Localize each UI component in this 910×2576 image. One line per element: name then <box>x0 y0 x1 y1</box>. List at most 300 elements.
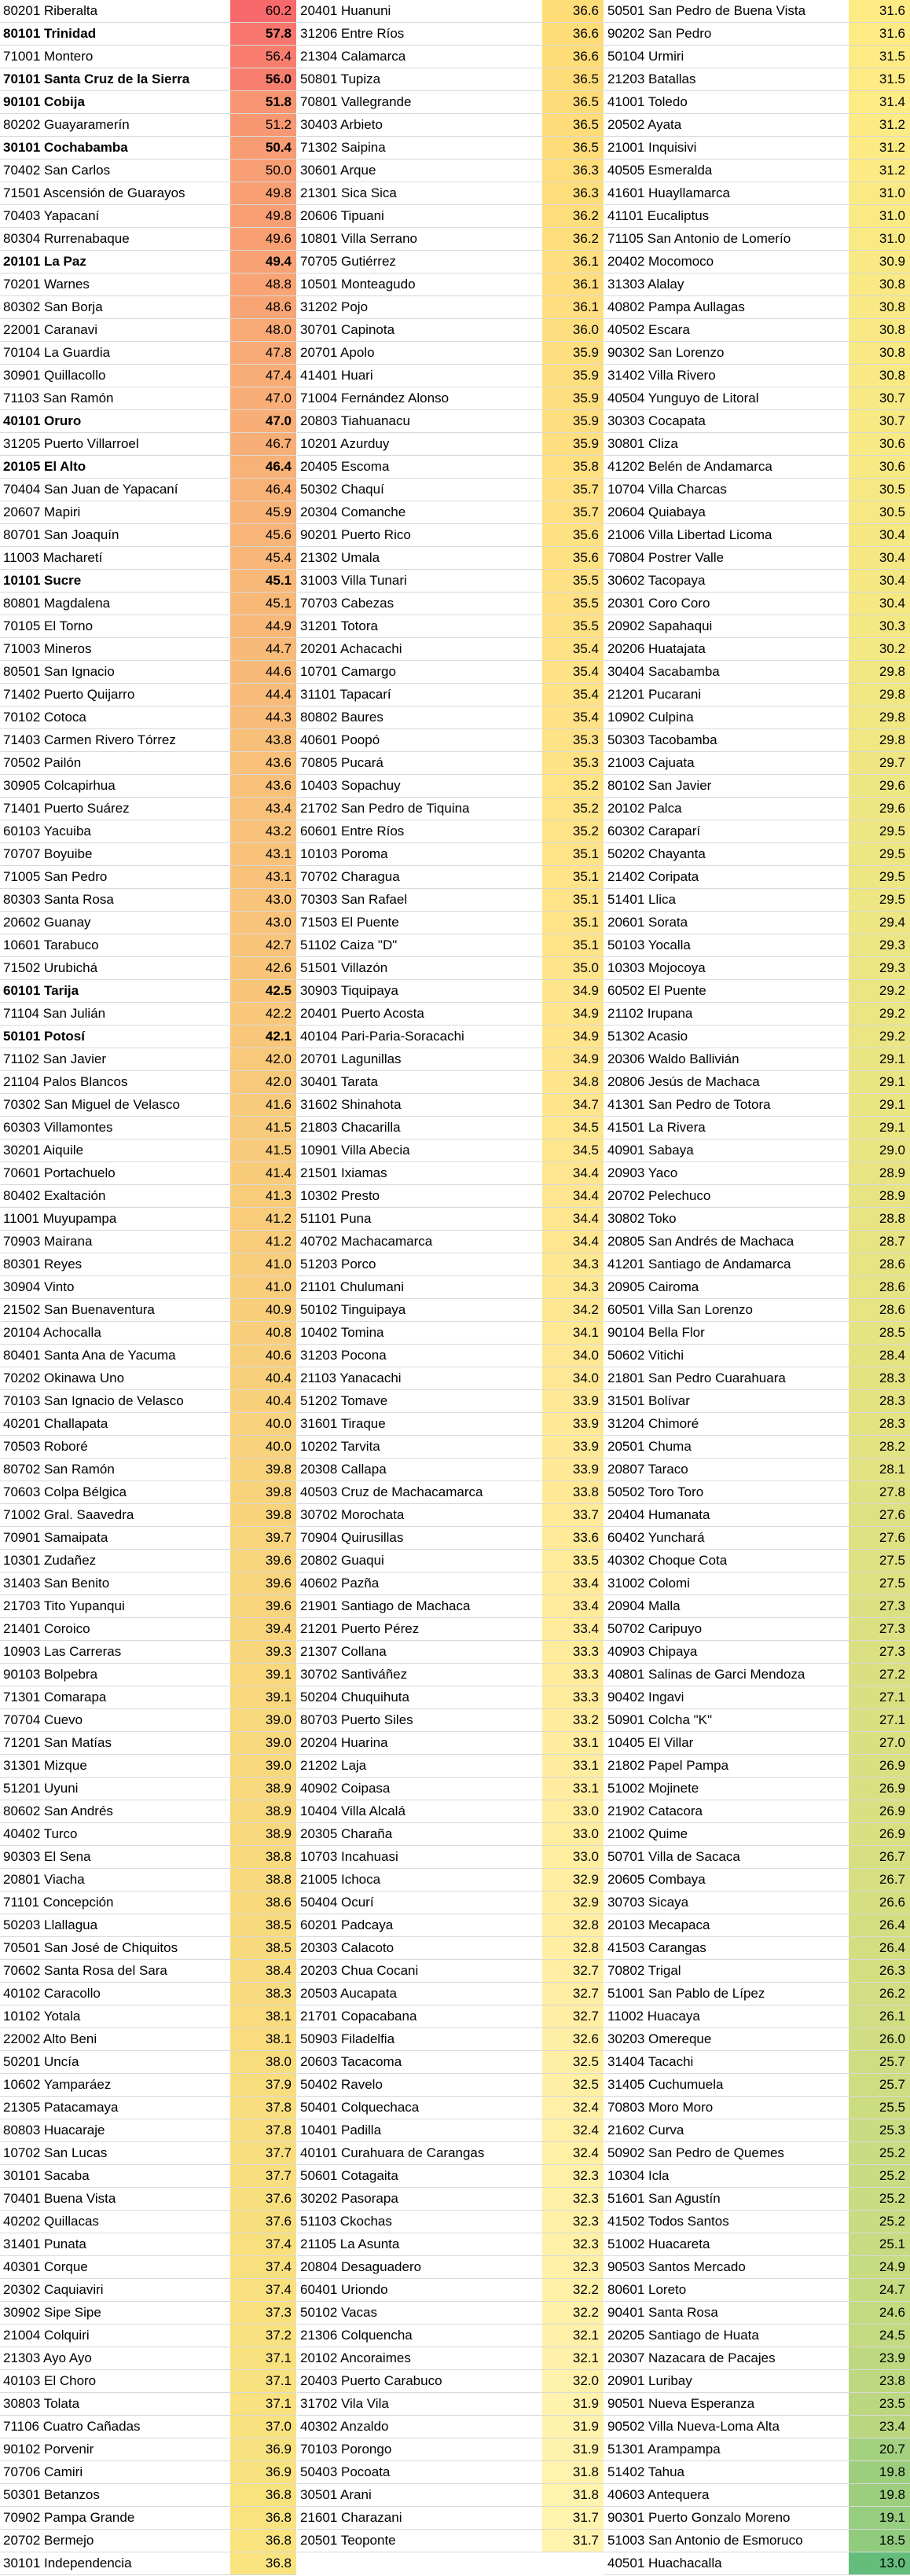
value-cell: 13.0 <box>849 2552 910 2574</box>
municipality-name: 41503 Carangas <box>607 1940 706 1955</box>
table-row <box>297 1390 604 1413</box>
municipality-name: 20905 Cairoma <box>607 1279 699 1294</box>
table-row <box>297 46 604 68</box>
municipality-name: 10201 Azurduy <box>300 436 390 451</box>
municipality-name: 30501 Arani <box>300 2487 372 2502</box>
municipality-name: 51402 Tahua <box>607 2464 685 2479</box>
value-cell: 31.0 <box>849 228 910 250</box>
table-row <box>604 980 910 1003</box>
municipality-name: 80402 Exaltación <box>3 1188 106 1203</box>
value-cell: 39.0 <box>230 1755 296 1777</box>
municipality-name: 31203 Pocona <box>300 1348 387 1363</box>
municipality-name: 70901 Samaipata <box>3 1530 108 1545</box>
table-row <box>0 137 296 160</box>
value-cell: 29.1 <box>849 1094 910 1116</box>
municipality-name: 70904 Quirusillas <box>300 1530 404 1545</box>
table-row <box>0 410 296 433</box>
table-row <box>297 1732 604 1755</box>
municipality-name: 20305 Charaña <box>300 1826 393 1841</box>
municipality-name: 20401 Huanuni <box>300 3 391 18</box>
value-cell: 28.8 <box>849 1208 910 1230</box>
table-row <box>604 0 910 23</box>
municipality-name: 31204 Chimoré <box>607 1416 699 1431</box>
value-cell: 32.8 <box>542 1914 604 1936</box>
municipality-name: 50302 Chaquí <box>300 482 384 497</box>
table-row <box>297 2165 604 2188</box>
municipality-name: 31101 Tapacarí <box>300 687 391 702</box>
table-row <box>0 1322 296 1345</box>
value-cell: 25.2 <box>849 2188 910 2210</box>
municipality-name: 90101 Cobija <box>3 94 85 109</box>
value-cell: 36.2 <box>542 205 604 227</box>
table-row <box>0 2211 296 2233</box>
table-row <box>0 1572 296 1595</box>
value-cell: 24.5 <box>849 2325 910 2347</box>
table-row <box>297 775 604 798</box>
value-cell: 51.2 <box>230 114 296 136</box>
municipality-name: 21006 Villa Libertad Licoma <box>607 527 772 542</box>
value-cell: 29.3 <box>849 957 910 979</box>
table-row <box>604 775 910 798</box>
value-cell: 33.1 <box>542 1755 604 1777</box>
table-row <box>0 2325 296 2347</box>
municipality-name: 80303 Santa Rosa <box>3 892 114 907</box>
municipality-name: 40104 Pari-Paria-Soracachi <box>300 1029 464 1044</box>
municipality-name: 10101 Sucre <box>3 573 82 588</box>
value-cell: 24.6 <box>849 2302 910 2324</box>
municipality-name: 30303 Cocapata <box>607 413 706 428</box>
municipality-name: 40504 Yunguyo de Litoral <box>607 391 759 405</box>
table-row <box>604 934 910 957</box>
value-cell: 23.8 <box>849 2370 910 2392</box>
value-cell: 31.4 <box>849 91 910 113</box>
table-row <box>297 1208 604 1231</box>
table-row <box>604 68 910 91</box>
table-row <box>0 0 296 23</box>
value-cell: 26.6 <box>849 1892 910 1914</box>
municipality-name: 90301 Puerto Gonzalo Moreno <box>607 2510 791 2525</box>
table-row <box>604 2188 910 2211</box>
municipality-name: 30101 Cochabamba <box>3 140 128 155</box>
value-cell: 33.0 <box>542 1823 604 1845</box>
value-cell: 37.8 <box>230 2119 296 2141</box>
municipality-name: 31206 Entre Ríos <box>300 26 405 41</box>
municipality-name: 40702 Machacamarca <box>300 1234 433 1249</box>
municipality-name: 41301 San Pedro de Totora <box>607 1097 771 1112</box>
municipality-name: 70601 Portachuelo <box>3 1165 116 1180</box>
table-row <box>297 1299 604 1322</box>
value-cell: 41.0 <box>230 1276 296 1298</box>
value-cell: 28.9 <box>849 1185 910 1207</box>
municipality-name: 60502 El Puente <box>607 983 706 998</box>
municipality-name: 70803 Moro Moro <box>607 2100 714 2115</box>
municipality-name: 50601 Cotagaita <box>300 2168 398 2183</box>
value-cell: 27.1 <box>849 1709 910 1731</box>
table-row <box>297 1003 604 1026</box>
table-row <box>0 296 296 319</box>
value-cell: 27.3 <box>849 1595 910 1617</box>
value-cell: 27.8 <box>849 1481 910 1503</box>
value-cell: 34.9 <box>542 1003 604 1025</box>
municipality-name: 70202 Okinawa Uno <box>3 1371 125 1385</box>
value-cell: 43.6 <box>230 775 296 797</box>
municipality-name: 31301 Mizque <box>3 1758 87 1773</box>
value-cell: 25.2 <box>849 2165 910 2187</box>
table-row <box>604 1686 910 1709</box>
value-cell: 35.9 <box>542 433 604 455</box>
table-row <box>604 2530 910 2552</box>
value-cell: 37.6 <box>230 2211 296 2233</box>
municipality-name: 21307 Collana <box>300 1644 387 1659</box>
table-row <box>604 23 910 46</box>
value-cell: 39.1 <box>230 1664 296 1686</box>
table-row <box>297 342 604 365</box>
table-row <box>604 433 910 456</box>
table-row <box>604 1846 910 1869</box>
value-cell: 28.1 <box>849 1459 910 1481</box>
table-row <box>0 456 296 479</box>
table-row <box>0 547 296 570</box>
value-cell: 35.2 <box>542 820 604 842</box>
municipality-name: 20806 Jesús de Machaca <box>607 1074 760 1089</box>
table-row <box>297 0 604 23</box>
table-row <box>604 205 910 228</box>
value-cell: 38.0 <box>230 2051 296 2073</box>
table-row <box>604 1709 910 1732</box>
municipality-name: 70707 Boyuibe <box>3 846 93 861</box>
table-row <box>0 1755 296 1778</box>
table-row <box>297 1367 604 1390</box>
table-row <box>297 1139 604 1162</box>
table-row <box>604 1595 910 1618</box>
value-cell: 34.4 <box>542 1208 604 1230</box>
value-cell: 39.8 <box>230 1481 296 1503</box>
municipality-name: 31404 Tacachi <box>607 2054 694 2069</box>
value-cell: 41.2 <box>230 1231 296 1253</box>
table-row <box>0 2347 296 2370</box>
table-row <box>0 1960 296 1983</box>
municipality-name: 30902 Sipe Sipe <box>3 2305 101 2320</box>
municipality-name: 51501 Villazón <box>300 960 388 975</box>
municipality-name: 20101 La Paz <box>3 254 86 269</box>
table-row <box>0 46 296 68</box>
municipality-name: 31303 Alalay <box>607 277 684 292</box>
value-cell: 34.8 <box>542 1071 604 1093</box>
table-row <box>297 1162 604 1185</box>
municipality-name: 71201 San Matías <box>3 1735 112 1750</box>
municipality-name: 20403 Puerto Carabuco <box>300 2373 442 2388</box>
municipality-name: 20105 El Alto <box>3 459 86 474</box>
value-cell: 31.8 <box>542 2461 604 2483</box>
municipality-name: 70501 San José de Chiquitos <box>3 1940 178 1955</box>
table-row <box>0 2233 296 2256</box>
municipality-name: 21602 Curva <box>607 2123 684 2137</box>
municipality-name: 20501 Chuma <box>607 1439 692 1454</box>
table-row <box>0 2416 296 2438</box>
municipality-name: 51002 Mojinete <box>607 1781 699 1796</box>
municipality-name: 31501 Bolívar <box>607 1393 690 1408</box>
value-cell: 38.4 <box>230 1960 296 1982</box>
value-cell: 20.7 <box>849 2438 910 2460</box>
municipality-name: 80803 Huacaraje <box>3 2123 105 2137</box>
value-cell: 25.3 <box>849 2119 910 2141</box>
municipality-name: 51202 Tomave <box>300 1393 388 1408</box>
municipality-name: 20102 Ancoraimes <box>300 2350 411 2365</box>
municipality-name: 21702 San Pedro de Tiquina <box>300 801 470 816</box>
value-cell: 32.3 <box>542 2211 604 2233</box>
table-row <box>0 775 296 798</box>
value-cell: 32.0 <box>542 2370 604 2392</box>
value-cell: 37.0 <box>230 2416 296 2438</box>
table-row <box>0 1664 296 1686</box>
municipality-name: 20501 Teoponte <box>300 2533 396 2548</box>
municipality-name: 10701 Camargo <box>300 664 396 679</box>
municipality-name: 21902 Catacora <box>607 1804 703 1818</box>
table-row <box>604 137 910 160</box>
table-row <box>297 1026 604 1048</box>
value-cell: 34.9 <box>542 1026 604 1048</box>
municipality-name: 20205 Santiago de Huata <box>607 2328 759 2343</box>
municipality-name: 21401 Coroico <box>3 1621 90 1636</box>
table-row <box>297 319 604 342</box>
value-cell: 35.6 <box>542 547 604 569</box>
municipality-name: 30101 Independencia <box>3 2556 132 2570</box>
value-cell: 45.1 <box>230 593 296 615</box>
table-row <box>297 137 604 160</box>
municipality-name: 70104 La Guardia <box>3 345 111 360</box>
value-cell: 36.5 <box>542 137 604 159</box>
municipality-name: 50101 Potosí <box>3 1029 85 1044</box>
table-row <box>297 2438 604 2461</box>
table-row <box>604 1778 910 1800</box>
table-row <box>0 1208 296 1231</box>
municipality-name: 11003 Macharetí <box>3 550 103 565</box>
value-cell: 32.9 <box>542 1869 604 1891</box>
value-cell: 35.2 <box>542 798 604 820</box>
municipality-name: 21105 La Asunta <box>300 2237 400 2251</box>
municipality-name: 30905 Colcapirhua <box>3 778 116 793</box>
value-cell: 24.9 <box>849 2256 910 2278</box>
municipality-name: 80703 Puerto Siles <box>300 1712 413 1727</box>
municipality-name: 70802 Trigal <box>607 1963 681 1978</box>
municipality-name: 30203 Omereque <box>607 2031 712 2046</box>
value-cell: 36.6 <box>542 0 604 22</box>
table-row <box>604 2256 910 2279</box>
table-row <box>0 160 296 182</box>
table-row <box>604 410 910 433</box>
value-cell: 28.3 <box>849 1413 910 1435</box>
table-row <box>297 593 604 615</box>
table-row <box>604 1413 910 1436</box>
municipality-name: 71403 Carmen Rivero Tórrez <box>3 732 176 747</box>
value-cell: 36.1 <box>542 273 604 295</box>
municipality-name: 20805 San Andrés de Machaca <box>607 1234 794 1249</box>
table-row <box>0 251 296 273</box>
municipality-name: 90303 El Sena <box>3 1849 91 1864</box>
value-cell: 27.5 <box>849 1550 910 1572</box>
table-row <box>604 319 910 342</box>
table-row <box>604 2438 910 2461</box>
value-cell: 35.2 <box>542 775 604 797</box>
table-row <box>604 1937 910 1960</box>
value-cell: 31.9 <box>542 2393 604 2415</box>
municipality-name: 40402 Turco <box>3 1826 78 1841</box>
table-row <box>0 593 296 615</box>
table-row <box>0 1048 296 1071</box>
value-cell: 36.2 <box>542 228 604 250</box>
table-row <box>604 570 910 593</box>
table-row <box>0 1937 296 1960</box>
value-cell: 27.0 <box>849 1732 910 1754</box>
table-row <box>604 1026 910 1048</box>
table-row <box>297 706 604 729</box>
value-cell: 26.2 <box>849 1983 910 2005</box>
municipality-name: 70502 Pailón <box>3 755 82 770</box>
municipality-name: 21303 Ayo Ayo <box>3 2350 92 2365</box>
municipality-name: 50801 Tupiza <box>300 72 381 86</box>
table-row <box>604 752 910 775</box>
municipality-name: 40601 Poopó <box>300 732 380 747</box>
value-cell: 51.8 <box>230 91 296 113</box>
municipality-name: 70902 Pampa Grande <box>3 2510 135 2525</box>
municipality-name: 20306 Waldo Ballivián <box>607 1051 739 1066</box>
value-cell: 39.4 <box>230 1618 296 1640</box>
municipality-name: 70303 San Rafael <box>300 892 408 907</box>
value-cell: 41.0 <box>230 1253 296 1275</box>
table-row <box>297 2256 604 2279</box>
value-cell: 32.1 <box>542 2325 604 2347</box>
table-row <box>297 2233 604 2256</box>
municipality-name: 50201 Uncía <box>3 2054 79 2069</box>
municipality-name: 10601 Tarabuco <box>3 938 99 952</box>
municipality-name: 30404 Sacabamba <box>607 664 720 679</box>
value-cell: 33.4 <box>542 1572 604 1594</box>
value-cell: 36.8 <box>230 2484 296 2506</box>
value-cell: 23.9 <box>849 2347 910 2369</box>
value-cell: 38.6 <box>230 1892 296 1914</box>
table-row <box>297 228 604 251</box>
table-row <box>297 2119 604 2142</box>
value-cell: 33.0 <box>542 1800 604 1822</box>
value-cell: 33.6 <box>542 1527 604 1549</box>
municipality-name: 50702 Caripuyo <box>607 1621 703 1636</box>
value-cell: 49.6 <box>230 228 296 250</box>
municipality-name: 20203 Chua Cocani <box>300 1963 419 1978</box>
table-row <box>0 957 296 980</box>
municipality-name: 70603 Colpa Bélgica <box>3 1484 127 1499</box>
municipality-name: 40103 El Choro <box>3 2373 97 2388</box>
table-row <box>604 2416 910 2438</box>
table-row <box>604 889 910 912</box>
value-cell: 36.6 <box>542 46 604 68</box>
value-cell: 41.4 <box>230 1162 296 1184</box>
table-row <box>604 661 910 684</box>
value-cell: 26.1 <box>849 2005 910 2027</box>
table-row <box>604 1481 910 1504</box>
value-cell: 32.3 <box>542 2188 604 2210</box>
value-cell: 60.2 <box>230 0 296 22</box>
municipality-name: 21601 Charazani <box>300 2510 402 2525</box>
municipality-name: 22002 Alto Beni <box>3 2031 97 2046</box>
municipality-name: 21502 San Buenaventura <box>3 1302 155 1317</box>
value-cell: 38.9 <box>230 1800 296 1822</box>
municipality-name: 20401 Puerto Acosta <box>300 1006 424 1021</box>
table-row <box>604 1048 910 1071</box>
value-cell: 48.0 <box>230 319 296 341</box>
table-row <box>604 1162 910 1185</box>
municipality-name: 90402 Ingavi <box>607 1690 684 1704</box>
value-cell: 36.9 <box>230 2438 296 2460</box>
municipality-name: 20902 Sapahaqui <box>607 618 713 633</box>
value-cell: 33.9 <box>542 1413 604 1435</box>
value-cell: 33.3 <box>542 1686 604 1708</box>
value-cell: 30.5 <box>849 479 910 501</box>
municipality-name: 11001 Muyupampa <box>3 1211 117 1226</box>
value-cell: 32.8 <box>542 1937 604 1959</box>
value-cell: 36.9 <box>230 2461 296 2483</box>
value-cell: 27.6 <box>849 1504 910 1526</box>
municipality-name: 60303 Villamontes <box>3 1120 113 1135</box>
value-cell: 39.3 <box>230 1641 296 1663</box>
value-cell: 37.3 <box>230 2302 296 2324</box>
municipality-name: 20307 Nazacara de Pacajes <box>607 2350 776 2365</box>
value-cell: 35.4 <box>542 661 604 683</box>
table-row <box>297 1800 604 1823</box>
value-cell: 29.8 <box>849 729 910 751</box>
table-row <box>604 957 910 980</box>
municipality-name: 20802 Guaqui <box>300 1553 384 1568</box>
table-row <box>0 2074 296 2097</box>
municipality-name: 21005 Ichoca <box>300 1872 381 1887</box>
municipality-name: 10903 Las Carreras <box>3 1644 122 1659</box>
municipality-name: 21103 Yanacachi <box>300 1371 402 1385</box>
municipality-name: 70602 Santa Rosa del Sara <box>3 1963 167 1978</box>
municipality-name: 10103 Poroma <box>300 846 388 861</box>
table-row <box>297 1686 604 1709</box>
value-cell: 56.0 <box>230 68 296 90</box>
municipality-name: 71101 Concepción <box>3 1895 114 1910</box>
value-cell: 50.4 <box>230 137 296 159</box>
value-cell: 57.8 <box>230 23 296 45</box>
table-row <box>297 1960 604 1983</box>
value-cell: 43.2 <box>230 820 296 842</box>
value-cell: 30.8 <box>849 342 910 364</box>
value-cell: 39.8 <box>230 1459 296 1481</box>
table-row <box>604 638 910 661</box>
value-cell: 31.6 <box>849 0 910 22</box>
table-row <box>297 1481 604 1504</box>
table-row <box>0 342 296 365</box>
table-row <box>604 2325 910 2347</box>
table-row <box>0 2028 296 2051</box>
value-cell: 34.4 <box>542 1185 604 1207</box>
table-row <box>604 820 910 843</box>
municipality-name: 21001 Inquisivi <box>607 140 697 155</box>
municipality-name: 70103 Porongo <box>300 2442 392 2457</box>
value-cell: 28.6 <box>849 1276 910 1298</box>
municipality-name: 60103 Yacuiba <box>3 824 91 838</box>
table-row <box>297 1595 604 1618</box>
value-cell: 30.4 <box>849 547 910 569</box>
municipality-name: 80301 Reyes <box>3 1257 83 1271</box>
table-row <box>297 1276 604 1299</box>
table-row <box>0 798 296 820</box>
municipality-name: 70705 Gutiérrez <box>300 254 396 269</box>
value-cell: 31.2 <box>849 137 910 159</box>
table-row <box>604 2393 910 2416</box>
table-row <box>297 1641 604 1664</box>
table-row <box>297 2325 604 2347</box>
